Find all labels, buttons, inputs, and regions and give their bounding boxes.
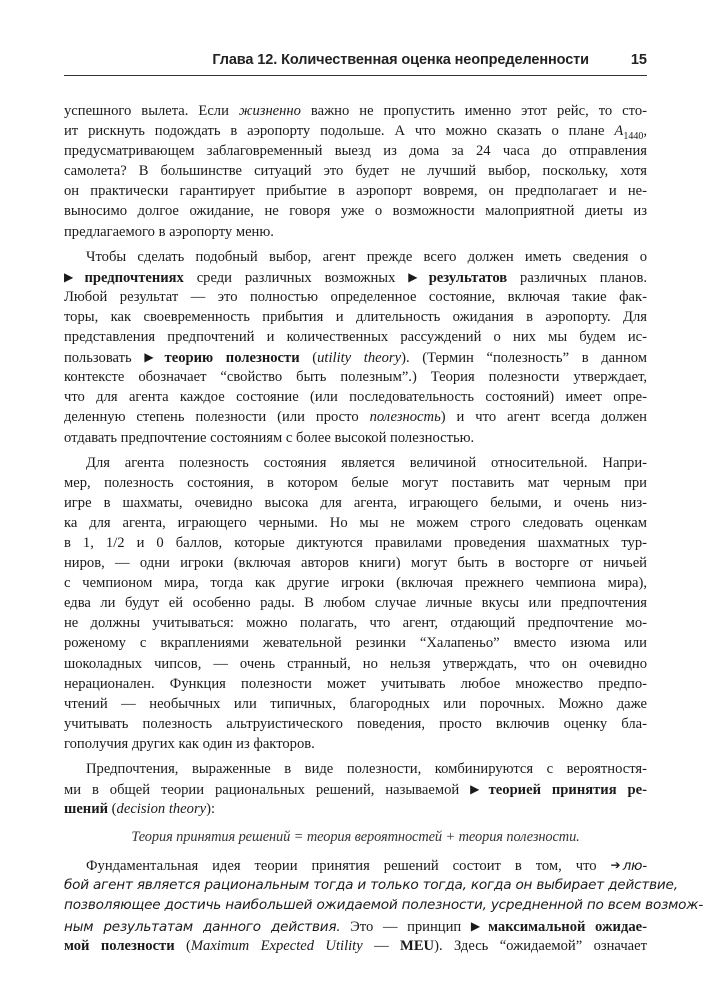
header-rule <box>64 75 647 76</box>
text-span: ( <box>299 350 318 367</box>
text-span: , <box>643 123 647 140</box>
text-line <box>64 916 647 936</box>
text-line: отдавать предпочтение состояниям с более высокой полезностью. <box>64 429 475 446</box>
page-body <box>64 101 704 956</box>
text-line: роженому с вкраплениями жевательной резинки “Халапеньо” вместо изюма или <box>64 635 647 652</box>
formula-line: Теория принятия решений = теория вероятностей + теория полезности. <box>131 829 580 846</box>
paragraph-2 <box>64 247 647 448</box>
key-idea-text: ным результатам данного действия. <box>64 918 341 935</box>
text-line: самолета? В большинстве ситуаций это будет не лучший выбор, поскольку, хотя <box>64 163 647 180</box>
text-line: ка для агента, играющего черными. Но мы не можем строго следовать оценкам <box>64 514 647 531</box>
paragraph-4 <box>64 759 647 819</box>
plan-subscript: 1440 <box>623 131 644 142</box>
text-line: контексте обозначает “свойство быть полезным”.) Теория полезности утверждает, <box>64 369 647 386</box>
term-marker-icon: ▶ <box>470 918 487 933</box>
text-span: ): <box>206 801 216 818</box>
term-decision-theory: теорией принятия ре- <box>488 782 647 799</box>
text-span: успешного вылета. Если <box>64 103 239 119</box>
term-outcomes: результатов <box>428 269 508 286</box>
text-line: торы, как своевременность прибытия и длительность ожидания в аэропорту. Для <box>64 308 647 325</box>
text-line: ниров, — одни игроки (включая авторов книги) могут быть в восторге от ничьей <box>64 555 647 572</box>
text-line: представления предпочтений и количественных рассуждений о них мы будем ис- <box>64 329 647 346</box>
text-line: в 1, 1/2 и 0 баллов, которые диктуются правилами проведения шахматных тур- <box>64 534 647 551</box>
text-line <box>64 347 647 367</box>
text-line <box>64 779 647 799</box>
text-span: — <box>362 937 401 954</box>
running-header <box>64 52 647 72</box>
text-line <box>64 267 647 287</box>
text-span: ( <box>174 937 191 954</box>
term-decision-theory-end: шений <box>64 801 109 818</box>
text-span: пользовать <box>64 350 145 367</box>
text-line: Для агента полезность состояния является величиной относительной. Напри- <box>86 454 647 471</box>
text-line: что для агента каждое состояние (или последовательность состояний) имеет опре- <box>64 389 647 406</box>
text-span: ( <box>108 801 117 818</box>
text-span: Фундаментальная идея теории принятия решений состоит в том, что <box>86 858 611 875</box>
paragraph-5 <box>64 855 704 955</box>
text-line <box>64 121 647 141</box>
key-idea-line: позволяющее достичь наибольшей ожидаемой полезности, усредненной по всем возмож- <box>64 897 704 914</box>
text-line: предусматривающем заблаговременный выезд из дома за 24 часа до отправления <box>64 143 647 160</box>
text-span: ит рискнуть подождать в аэропорту подольше. А что можно сказать о плане <box>64 123 615 140</box>
meu-abbreviation: MEU <box>400 937 435 954</box>
emphasis-text: жизненно <box>238 103 301 119</box>
text-span: ми в общей теории рациональных решений, называемой <box>64 782 471 799</box>
text-line: Любой результат — это полностью определенное состояние, включая такие фак- <box>64 288 647 305</box>
term-utility-theory: теорию полезности <box>164 350 300 367</box>
text-span: ) и что агент всегда должен <box>440 409 647 426</box>
text-line: предлагаемого в аэропорту меню. <box>64 223 274 240</box>
term-marker-icon: ▶ <box>144 350 163 365</box>
term-meu: максимальной ожидае- <box>488 918 647 935</box>
text-line <box>64 407 647 427</box>
text-span: ). (Термин “полезность” в данном <box>401 350 648 367</box>
text-line: Предпочтения, выраженные в виде полезности, комбинируются с вероятностя- <box>86 761 647 777</box>
plan-variable: A <box>614 123 624 140</box>
term-preferences: предпочтениях <box>84 269 184 286</box>
text-line: игре в шахматы, очевидно высока для агента, играющего белыми, и очень низ- <box>64 494 647 511</box>
text-line: шоколадных чипсов, — очень странный, но нельзя утверждать, что он очевидно <box>64 655 647 672</box>
text-span: Это — принцип <box>340 918 471 935</box>
key-idea-arrow-icon: ➔ <box>610 858 621 873</box>
paragraph-3 <box>64 453 647 754</box>
text-span: деленную степень полезности (или просто <box>64 409 370 426</box>
text-line: учитывать полезность альтруистического поведения, просто включив оценку бла- <box>64 715 647 732</box>
text-line: Чтобы сделать подобный выбор, агент прежде всего должен иметь сведения о <box>86 248 647 265</box>
text-line <box>64 799 647 819</box>
text-line <box>64 101 647 121</box>
page-number: 15 <box>630 52 647 68</box>
text-line: нерационален. Функция полезности может учитывать любое множество предпо- <box>64 675 647 692</box>
text-line: он практически гарантирует прибытие в аэропорт вовремя, он предполагает и не- <box>64 183 647 200</box>
term-marker-icon: ▶ <box>64 269 83 284</box>
text-line: не должны учитываться: можно полагать, что агент, отдающий предпочтение мо- <box>64 615 647 632</box>
text-line: чтений — необычных или типичных, благородных или порочных. Можно даже <box>64 695 647 712</box>
english-term: utility theory <box>317 350 402 367</box>
text-span: важно не пропустить именно этот рейс, то сто- <box>300 103 647 119</box>
text-line: с чемпионом мира, тогда как другие игроки (включая прежнего чемпиона мира), <box>64 575 647 592</box>
text-line: выносимо долгое ожидание, не говоря уже о возможности малоприятной диеты из <box>64 203 647 220</box>
term-meu-end: мой полезности <box>64 937 175 954</box>
text-line: гополучия других как один из факторов. <box>64 735 315 752</box>
key-idea-line: бой агент является рациональным тогда и только тогда, когда он выбирает действие, <box>64 877 678 894</box>
term-marker-icon: ▶ <box>470 782 487 797</box>
text-line: едва ли будут ей особенно рады. В любом случае личные вкусы или предпочтения <box>64 595 647 612</box>
text-line <box>64 936 647 956</box>
english-term: decision theory <box>116 801 207 818</box>
chapter-title: Глава 12. Количественная оценка неопределенности <box>212 52 589 68</box>
key-idea-text: лю- <box>622 858 647 875</box>
emphasis-text: полезность <box>369 409 441 426</box>
text-line <box>64 855 647 875</box>
text-span: различных планов. <box>507 269 647 286</box>
text-span: среди различных возможных <box>183 269 409 286</box>
english-term: Maximum Expected Utility <box>190 937 363 954</box>
term-marker-icon: ▶ <box>408 269 427 284</box>
paragraph-1 <box>64 101 647 242</box>
text-line: мер, полезность состояния, в котором белые могут поставить мат черным при <box>64 474 647 491</box>
text-span: ). Здесь “ожидаемой” означает <box>434 937 648 954</box>
